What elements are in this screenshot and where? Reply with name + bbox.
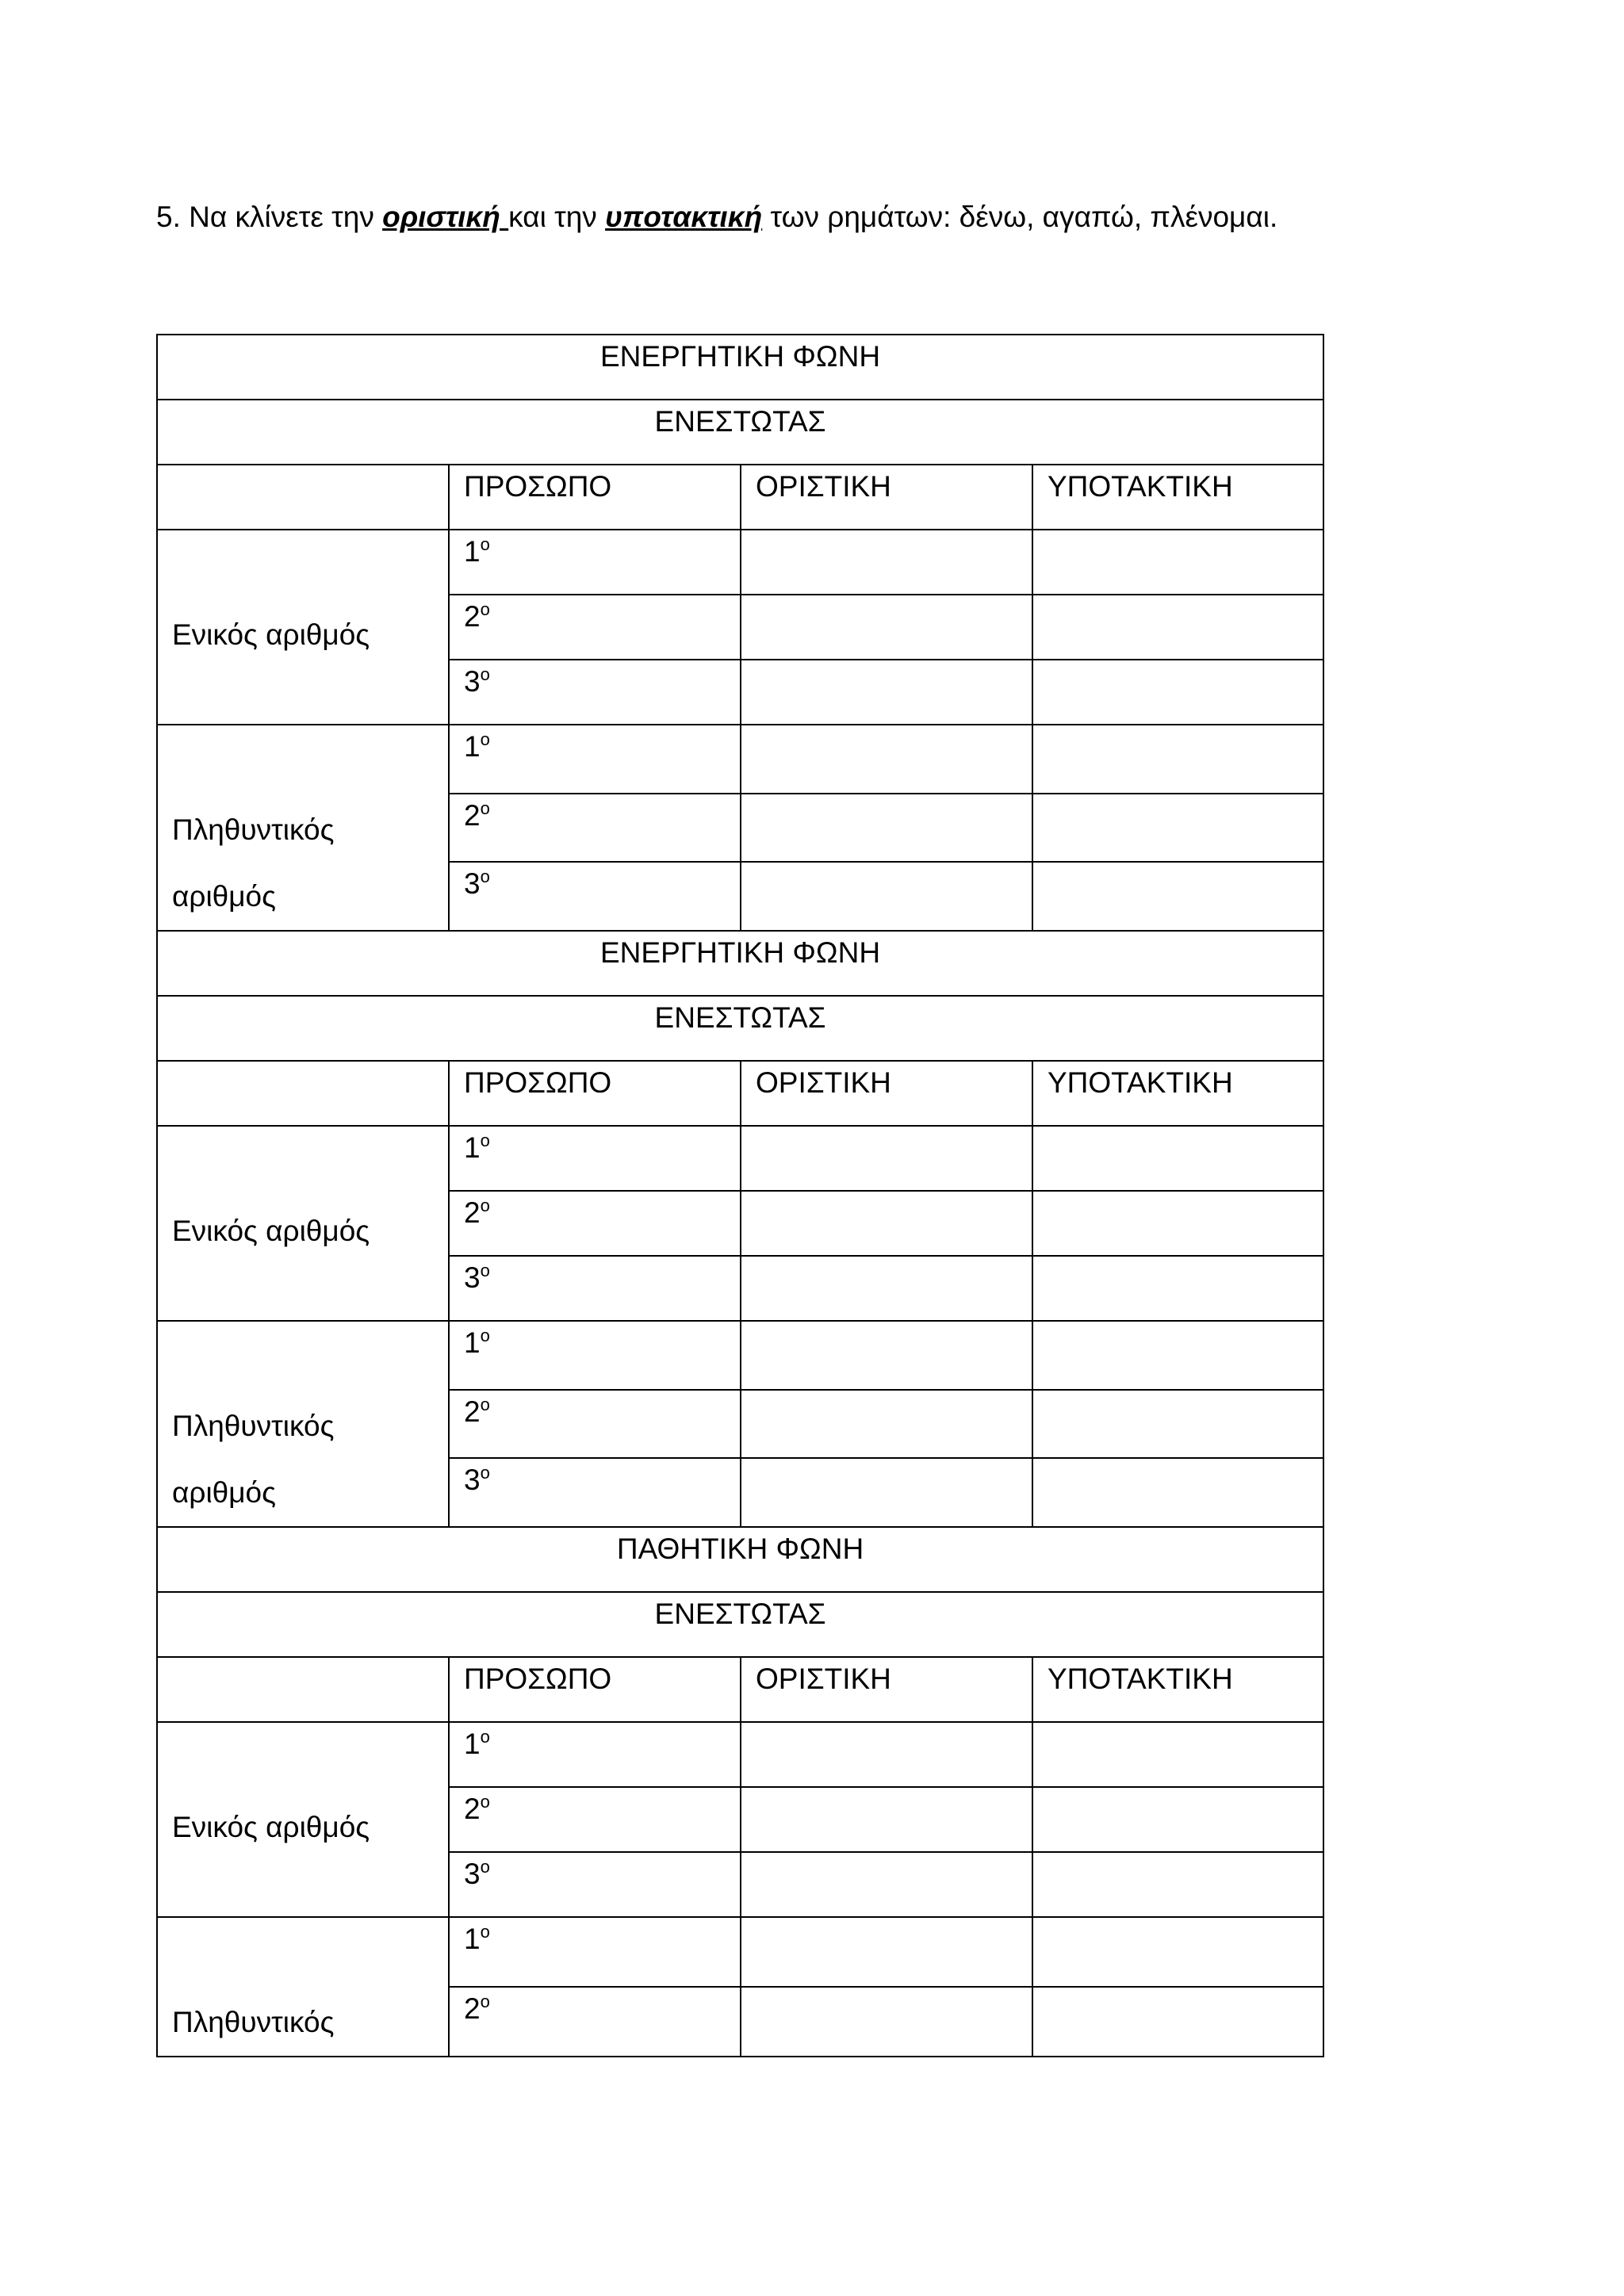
person-number: 1 bbox=[464, 730, 481, 763]
singular-label-cell bbox=[157, 530, 449, 725]
person-cell bbox=[449, 1987, 741, 2057]
singular-label: Ενικός αριθμός bbox=[172, 1215, 370, 1247]
ordinal-suffix: ο bbox=[480, 1394, 490, 1414]
tense-row bbox=[157, 996, 1323, 1061]
voice-heading: ΕΝΕΡΓΗΤΙΚΗ ΦΩΝΗ bbox=[157, 931, 1323, 996]
instruction-middle: και την bbox=[508, 201, 606, 233]
ordinal-suffix: ο bbox=[480, 1261, 490, 1280]
singular-label: Ενικός αριθμός bbox=[172, 618, 370, 651]
ordinal-suffix: ο bbox=[480, 798, 490, 818]
person-number: 1 bbox=[464, 1326, 481, 1359]
person-cell bbox=[449, 862, 741, 931]
column-header-row bbox=[157, 1657, 1323, 1722]
indicative-answer-cell[interactable] bbox=[741, 595, 1032, 660]
subjunctive-answer-cell[interactable] bbox=[1032, 1987, 1323, 2057]
ordinal-suffix: ο bbox=[480, 599, 490, 619]
person-cell bbox=[449, 725, 741, 794]
plural-label bbox=[172, 1322, 448, 1526]
plural-label-cell bbox=[157, 1917, 449, 2057]
empty-header-cell bbox=[157, 465, 449, 530]
plural-label-line1: Πληθυντικός bbox=[172, 1410, 335, 1442]
plural-label-line1: Πληθυντικός bbox=[172, 813, 335, 846]
indicative-answer-cell[interactable] bbox=[741, 1256, 1032, 1321]
instruction-prefix: 5. Να κλίνετε την bbox=[156, 201, 383, 233]
plural-label bbox=[172, 1918, 448, 2056]
ordinal-suffix: ο bbox=[480, 729, 490, 749]
plural-row bbox=[157, 725, 1323, 794]
instruction-suffix: των ρημάτων: δένω, αγαπώ, πλένομαι. bbox=[762, 201, 1278, 233]
subjunctive-column-header: ΥΠΟΤΑΚΤΙΚΗ bbox=[1032, 465, 1323, 530]
subjunctive-answer-cell[interactable] bbox=[1032, 794, 1323, 863]
person-number: 3 bbox=[464, 1464, 481, 1497]
person-cell bbox=[449, 1390, 741, 1459]
person-number: 1 bbox=[464, 1131, 481, 1164]
person-number: 2 bbox=[464, 600, 481, 633]
tense-heading: ΕΝΕΣΤΩΤΑΣ bbox=[157, 1592, 1323, 1657]
column-header-row bbox=[157, 1061, 1323, 1126]
person-number: 1 bbox=[464, 1923, 481, 1955]
voice-heading: ΠΑΘΗΤΙΚΗ ΦΩΝΗ bbox=[157, 1527, 1323, 1592]
indicative-answer-cell[interactable] bbox=[741, 1852, 1032, 1917]
singular-label-cell bbox=[157, 1722, 449, 1917]
plural-label-cell bbox=[157, 1321, 449, 1527]
tense-heading: ΕΝΕΣΤΩΤΑΣ bbox=[157, 400, 1323, 465]
plural-label-cell bbox=[157, 725, 449, 931]
ordinal-suffix: ο bbox=[480, 1992, 490, 2011]
person-number: 2 bbox=[464, 798, 481, 832]
subjunctive-answer-cell[interactable] bbox=[1032, 1126, 1323, 1191]
person-number: 3 bbox=[464, 1261, 481, 1294]
person-cell bbox=[449, 794, 741, 863]
empty-header-cell bbox=[157, 1657, 449, 1722]
ordinal-suffix: ο bbox=[480, 1463, 490, 1483]
person-number: 1 bbox=[464, 535, 481, 568]
person-number: 2 bbox=[464, 1992, 481, 2025]
tense-heading: ΕΝΕΣΤΩΤΑΣ bbox=[157, 996, 1323, 1061]
exercise-instruction bbox=[156, 198, 1277, 236]
subjunctive-answer-cell[interactable] bbox=[1032, 1787, 1323, 1852]
person-number: 1 bbox=[464, 1728, 481, 1760]
indicative-answer-cell[interactable] bbox=[741, 1321, 1032, 1390]
indicative-answer-cell[interactable] bbox=[741, 1987, 1032, 2057]
indicative-answer-cell[interactable] bbox=[741, 1390, 1032, 1459]
person-number: 2 bbox=[464, 1793, 481, 1825]
instruction-indicative-word: οριστική bbox=[382, 201, 509, 233]
person-cell bbox=[449, 1321, 741, 1390]
empty-header-cell bbox=[157, 1061, 449, 1126]
voice-row bbox=[157, 931, 1323, 996]
subjunctive-column-header: ΥΠΟΤΑΚΤΙΚΗ bbox=[1032, 1657, 1323, 1722]
indicative-answer-cell[interactable] bbox=[741, 725, 1032, 794]
person-number: 3 bbox=[464, 665, 481, 698]
subjunctive-answer-cell[interactable] bbox=[1032, 725, 1323, 794]
person-cell bbox=[449, 1852, 741, 1917]
indicative-answer-cell[interactable] bbox=[741, 1126, 1032, 1191]
person-cell bbox=[449, 595, 741, 660]
ordinal-suffix: ο bbox=[480, 1792, 490, 1812]
indicative-answer-cell[interactable] bbox=[741, 1787, 1032, 1852]
plural-label-line2: αριθμός bbox=[172, 1476, 276, 1509]
subjunctive-column-header: ΥΠΟΤΑΚΤΙΚΗ bbox=[1032, 1061, 1323, 1126]
plural-label-line2: αριθμός bbox=[172, 880, 276, 913]
person-cell bbox=[449, 1256, 741, 1321]
plural-label-line1: Πληθυντικός bbox=[172, 2006, 335, 2038]
person-column-header: ΠΡΟΣΩΠΟ bbox=[449, 465, 741, 530]
indicative-answer-cell[interactable] bbox=[741, 1722, 1032, 1787]
voice-row bbox=[157, 1527, 1323, 1592]
singular-row bbox=[157, 1126, 1323, 1191]
person-cell bbox=[449, 1787, 741, 1852]
plural-label bbox=[172, 725, 448, 930]
person-number: 3 bbox=[464, 1858, 481, 1890]
person-cell bbox=[449, 1722, 741, 1787]
indicative-answer-cell[interactable] bbox=[741, 794, 1032, 863]
subjunctive-answer-cell[interactable] bbox=[1032, 1321, 1323, 1390]
indicative-answer-cell[interactable] bbox=[741, 1917, 1032, 1987]
tense-row bbox=[157, 1592, 1323, 1657]
person-cell bbox=[449, 1917, 741, 1987]
indicative-answer-cell[interactable] bbox=[741, 1191, 1032, 1256]
indicative-column-header: ΟΡΙΣΤΙΚΗ bbox=[741, 1061, 1032, 1126]
person-number: 2 bbox=[464, 1395, 481, 1428]
person-number: 2 bbox=[464, 1196, 481, 1229]
person-cell bbox=[449, 660, 741, 725]
person-cell bbox=[449, 1458, 741, 1527]
ordinal-suffix: ο bbox=[480, 534, 490, 554]
plural-row bbox=[157, 1321, 1323, 1390]
column-header-row bbox=[157, 465, 1323, 530]
subjunctive-answer-cell[interactable] bbox=[1032, 1852, 1323, 1917]
indicative-answer-cell[interactable] bbox=[741, 862, 1032, 931]
subjunctive-answer-cell[interactable] bbox=[1032, 660, 1323, 725]
subjunctive-answer-cell[interactable] bbox=[1032, 1191, 1323, 1256]
subjunctive-answer-cell[interactable] bbox=[1032, 1917, 1323, 1987]
indicative-answer-cell[interactable] bbox=[741, 1458, 1032, 1527]
subjunctive-answer-cell[interactable] bbox=[1032, 1458, 1323, 1527]
person-column-header: ΠΡΟΣΩΠΟ bbox=[449, 1657, 741, 1722]
voice-heading: ΕΝΕΡΓΗΤΙΚΗ ΦΩΝΗ bbox=[157, 335, 1323, 400]
voice-row bbox=[157, 335, 1323, 400]
plural-row bbox=[157, 1917, 1323, 1987]
ordinal-suffix: ο bbox=[480, 867, 490, 887]
indicative-column-header: ΟΡΙΣΤΙΚΗ bbox=[741, 465, 1032, 530]
singular-row bbox=[157, 1722, 1323, 1787]
person-cell bbox=[449, 530, 741, 595]
ordinal-suffix: ο bbox=[480, 1326, 490, 1345]
person-cell bbox=[449, 1126, 741, 1191]
singular-label: Ενικός αριθμός bbox=[172, 1811, 370, 1843]
indicative-answer-cell[interactable] bbox=[741, 660, 1032, 725]
subjunctive-answer-cell[interactable] bbox=[1032, 1722, 1323, 1787]
ordinal-suffix: ο bbox=[480, 1131, 490, 1150]
indicative-column-header: ΟΡΙΣΤΙΚΗ bbox=[741, 1657, 1032, 1722]
ordinal-suffix: ο bbox=[480, 664, 490, 684]
person-number: 3 bbox=[464, 867, 481, 901]
singular-row bbox=[157, 530, 1323, 595]
conjugation-table bbox=[156, 334, 1324, 2057]
indicative-answer-cell[interactable] bbox=[741, 530, 1032, 595]
ordinal-suffix: ο bbox=[480, 1857, 490, 1877]
subjunctive-answer-cell[interactable] bbox=[1032, 1256, 1323, 1321]
subjunctive-answer-cell[interactable] bbox=[1032, 595, 1323, 660]
instruction-subjunctive-word: υποτακτική bbox=[605, 201, 763, 233]
tense-row bbox=[157, 400, 1323, 465]
ordinal-suffix: ο bbox=[480, 1727, 490, 1747]
person-column-header: ΠΡΟΣΩΠΟ bbox=[449, 1061, 741, 1126]
person-cell bbox=[449, 1191, 741, 1256]
subjunctive-answer-cell[interactable] bbox=[1032, 862, 1323, 931]
singular-label-cell bbox=[157, 1126, 449, 1321]
subjunctive-answer-cell[interactable] bbox=[1032, 530, 1323, 595]
ordinal-suffix: ο bbox=[480, 1922, 490, 1942]
ordinal-suffix: ο bbox=[480, 1196, 490, 1215]
subjunctive-answer-cell[interactable] bbox=[1032, 1390, 1323, 1459]
